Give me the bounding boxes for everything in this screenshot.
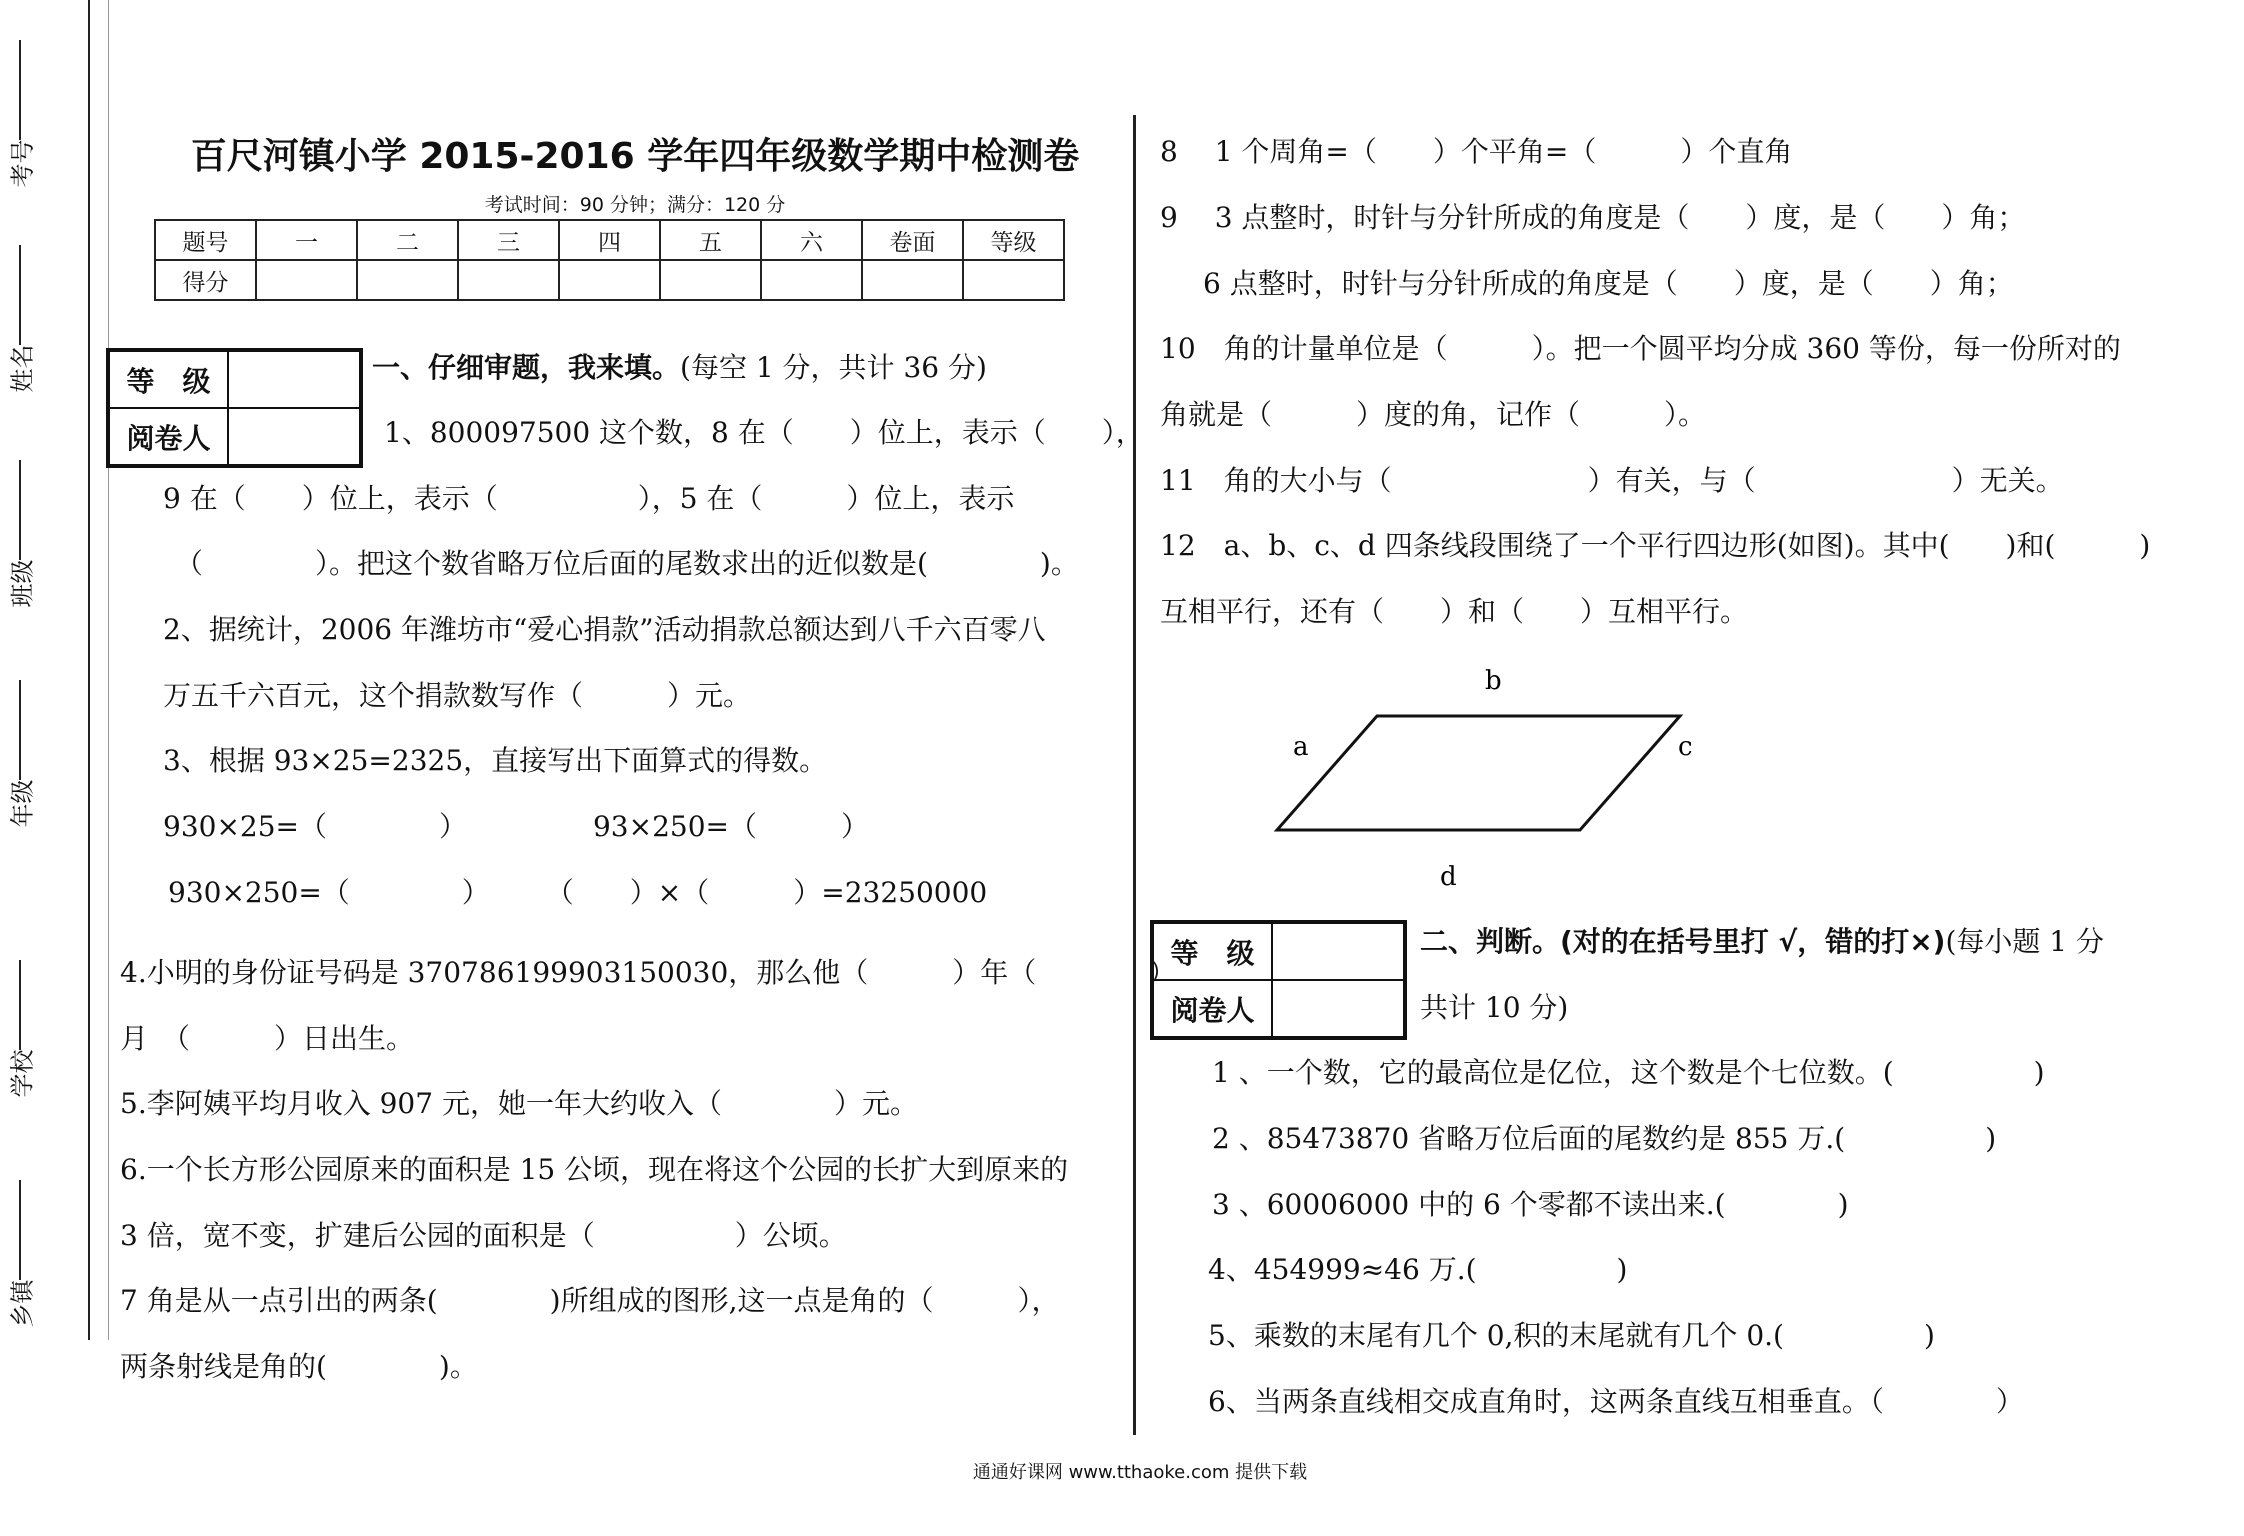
question-line: 4.小明的身份证号码是 370786199903150030，那么他（ ）年（ ） bbox=[120, 956, 1177, 989]
section1-heading bbox=[372, 350, 987, 386]
score-cell[interactable] bbox=[761, 260, 862, 300]
exam-info: 考试时间：90 分钟；满分：120 分 bbox=[484, 194, 786, 216]
parallelogram-shape bbox=[1277, 716, 1680, 830]
binding-label-town: 乡镇 bbox=[8, 1279, 37, 1328]
reviewer-label: 阅卷人 bbox=[1152, 980, 1272, 1038]
question-line: 7 角是从一点引出的两条( )所组成的图形,这一点是角的（ ）， bbox=[120, 1284, 1060, 1317]
score-cell[interactable] bbox=[559, 260, 660, 300]
score-header-cell: 等级 bbox=[963, 220, 1064, 260]
question-line: 互相平行，还有（ ）和（ ）互相平行。 bbox=[1160, 595, 1749, 628]
judgment-item: 2 、85473870 省略万位后面的尾数约是 855 万.( ) bbox=[1212, 1122, 1997, 1155]
column-divider bbox=[1133, 115, 1136, 1435]
binding-field-class bbox=[0, 460, 40, 608]
binding-line-inner bbox=[108, 0, 109, 1340]
reviewer-cell[interactable] bbox=[1272, 980, 1405, 1038]
judgment-item: 5、乘数的末尾有几个 0,积的末尾就有几个 0.( ) bbox=[1208, 1319, 1935, 1352]
binding-field-grade bbox=[0, 680, 40, 828]
section1-grader-box bbox=[106, 348, 363, 468]
side-label-a: a bbox=[1293, 732, 1309, 762]
section1-title: 一、仔细审题，我来填。 bbox=[372, 351, 681, 384]
binding-label-exam-number: 考号 bbox=[8, 139, 37, 188]
question-line: 8 1 个周角=（ ）个平角=（ ）个直角 bbox=[1160, 135, 1793, 168]
question-line: 6.一个长方形公园原来的面积是 15 公顷，现在将这个公园的长扩大到原来的 bbox=[120, 1153, 1069, 1186]
score-cell[interactable] bbox=[862, 260, 963, 300]
question-line: 1、800097500 这个数，8 在（ ）位上，表示（ ）， bbox=[384, 416, 1144, 449]
reviewer-cell[interactable] bbox=[228, 408, 361, 466]
score-cell[interactable] bbox=[458, 260, 559, 300]
grade-label: 等 级 bbox=[108, 350, 228, 408]
question-line: 12 a、b、c、d 四条线段围绕了一个平行四边形(如图)。其中( )和( ) bbox=[1160, 529, 2151, 562]
score-table-header-row bbox=[155, 220, 1064, 260]
question-line: 月 （ ）日出生。 bbox=[120, 1022, 415, 1055]
judgment-item: 6、当两条直线相交成直角时，这两条直线互相垂直。（ ） bbox=[1208, 1385, 2024, 1418]
binding-field-exam-number bbox=[0, 40, 40, 188]
footer-source: 通通好课网 www.tthaoke.com 提供下载 bbox=[972, 1462, 1308, 1483]
question-line: 10 角的计量单位是（ ）。把一个圆平均分成 360 等份，每一份所对的 bbox=[1160, 332, 2121, 365]
question-line: 角就是（ ）度的角，记作（ ）。 bbox=[1160, 398, 1707, 431]
binding-label-name: 姓名 bbox=[8, 344, 37, 393]
score-cell[interactable] bbox=[256, 260, 357, 300]
section1-note: (每空 1 分，共计 36 分) bbox=[680, 351, 987, 384]
question-line: 3、根据 93×25=2325，直接写出下面算式的得数。 bbox=[163, 744, 828, 777]
score-header-cell: 三 bbox=[458, 220, 559, 260]
question-line: 2、据统计，2006 年潍坊市“爱心捐款”活动捐款总额达到八千六百零八 bbox=[163, 613, 1046, 646]
question-line: 两条射线是角的( )。 bbox=[120, 1350, 478, 1383]
score-header-cell: 题号 bbox=[155, 220, 256, 260]
section2-note-continued: 共计 10 分) bbox=[1420, 991, 1569, 1024]
question-line: 3 倍，宽不变，扩建后公园的面积是（ ）公顷。 bbox=[120, 1219, 847, 1252]
judgment-item: 3 、60006000 中的 6 个零都不读出来.( ) bbox=[1212, 1188, 1849, 1221]
score-header-cell: 一 bbox=[256, 220, 357, 260]
binding-field-name bbox=[0, 245, 40, 393]
binding-label-grade: 年级 bbox=[8, 779, 37, 828]
score-table bbox=[154, 219, 1065, 301]
exam-title: 百尺河镇小学 2015-2016 学年四年级数学期中检测卷 bbox=[190, 136, 1080, 177]
score-cell[interactable] bbox=[963, 260, 1064, 300]
question-line: 9 3 点整时，时针与分针所成的角度是（ ）度，是（ ）角； bbox=[1160, 201, 2026, 234]
score-header-cell: 四 bbox=[559, 220, 660, 260]
score-header-cell: 卷面 bbox=[862, 220, 963, 260]
binding-label-school: 学校 bbox=[8, 1049, 37, 1098]
score-cell[interactable] bbox=[357, 260, 458, 300]
section2-grader-box bbox=[1150, 920, 1407, 1040]
question-line: 万五千六百元，这个捐款数写作（ ）元。 bbox=[163, 679, 752, 712]
score-header-cell: 二 bbox=[357, 220, 458, 260]
judgment-item: 4、454999≈46 万.( ) bbox=[1208, 1253, 1628, 1286]
question-line: 930×250=（ ） （ ）×（ ）=23250000 bbox=[168, 876, 988, 909]
grade-label: 等 级 bbox=[1152, 922, 1272, 980]
question-line: 930×25=（ ） 93×250=（ ） bbox=[163, 810, 869, 843]
question-line: 11 角的大小与（ ）有关，与（ ）无关。 bbox=[1160, 464, 2064, 497]
grade-cell[interactable] bbox=[1272, 922, 1405, 980]
question-line: 9 在（ ）位上，表示（ ），5 在（ ）位上，表示 bbox=[163, 482, 1015, 515]
score-cell[interactable] bbox=[660, 260, 761, 300]
parallelogram-figure bbox=[1240, 650, 1760, 900]
section2-note: (每小题 1 分 bbox=[1945, 925, 2105, 958]
binding-line bbox=[88, 0, 90, 1340]
score-header-cell: 五 bbox=[660, 220, 761, 260]
question-line: （ ）。把这个数省略万位后面的尾数求出的近似数是( )。 bbox=[175, 547, 1079, 580]
question-line: 5.李阿姨平均月收入 907 元，她一年大约收入（ ）元。 bbox=[120, 1087, 918, 1120]
score-table-score-row bbox=[155, 260, 1064, 300]
binding-field-school bbox=[0, 960, 40, 1098]
reviewer-label: 阅卷人 bbox=[108, 408, 228, 466]
score-row-label: 得分 bbox=[155, 260, 256, 300]
binding-field-town bbox=[0, 1180, 40, 1328]
question-line: 6 点整时，时针与分针所成的角度是（ ）度，是（ ）角； bbox=[1203, 267, 2014, 300]
side-label-b: b bbox=[1485, 666, 1502, 696]
section2-heading bbox=[1420, 924, 2104, 960]
judgment-item: 1 、一个数，它的最高位是亿位，这个数是个七位数。( ) bbox=[1212, 1056, 2045, 1089]
side-label-c: c bbox=[1678, 732, 1693, 762]
binding-label-class: 班级 bbox=[8, 559, 37, 608]
score-header-cell: 六 bbox=[761, 220, 862, 260]
section2-title: 二、判断。(对的在括号里打 √，错的打×) bbox=[1420, 925, 1946, 958]
grade-cell[interactable] bbox=[228, 350, 361, 408]
side-label-d: d bbox=[1440, 862, 1457, 892]
